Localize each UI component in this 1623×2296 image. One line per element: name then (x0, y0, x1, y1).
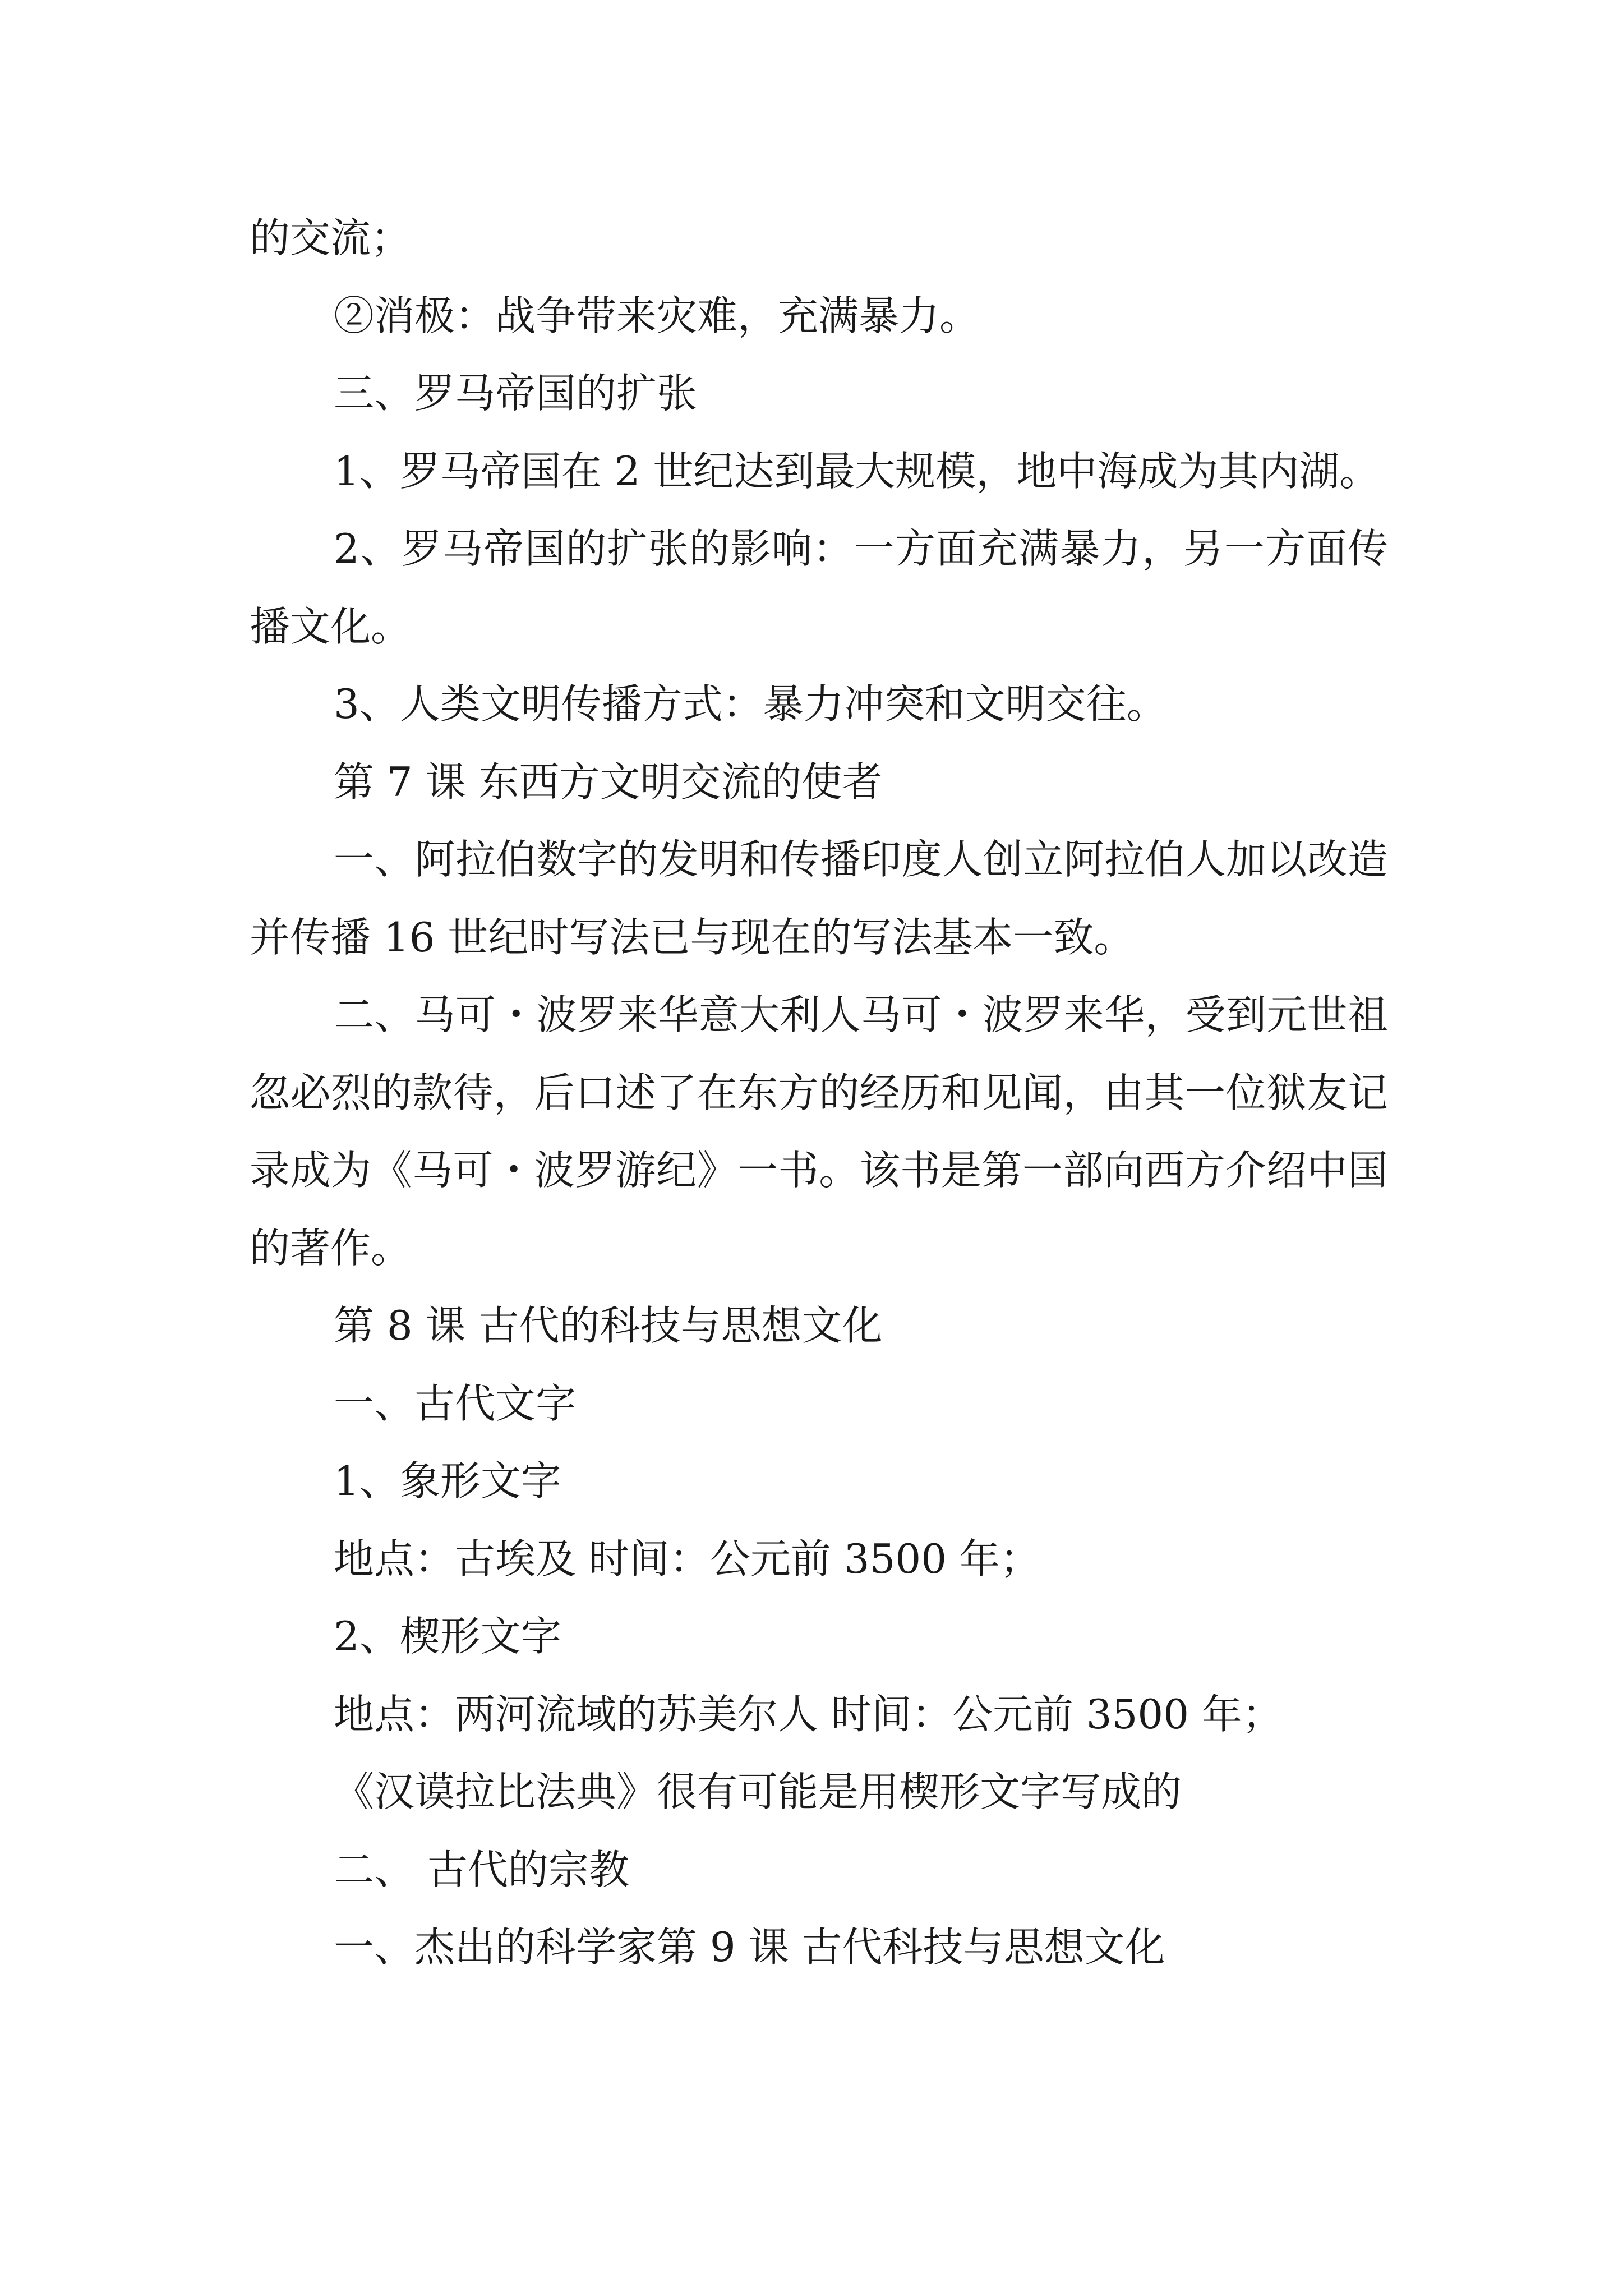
paragraph: 一、阿拉伯数字的发明和传播印度人创立阿拉伯人加以改造并传播 16 世纪时写法已与现在的写法基本一致。 (250, 836, 1388, 961)
subsection-heading: 1、象形文字 (334, 1457, 561, 1504)
section-heading: 二、 古代的宗教 (334, 1846, 629, 1893)
paragraph: 的交流； (250, 214, 412, 261)
paragraph: 《汉谟拉比法典》很有可能是用楔形文字写成的 (334, 1768, 1182, 1815)
lesson-heading: 第 7 课 东西方文明交流的使者 (334, 758, 883, 806)
paragraph: 二、马可・波罗来华意大利人马可・波罗来华，受到元世祖忽必烈的款待，后口述了在东方的经历和见闻，由其一位狱友记录成为《马可・波罗游纪》一书。该书是第一部向西方介绍中国的著作。 (250, 991, 1388, 1272)
document-body (250, 199, 1388, 1986)
lesson-heading: 第 8 课 古代的科技与思想文化 (334, 1302, 883, 1349)
paragraph: 地点：古埃及 时间：公元前 3500 年； (334, 1535, 1040, 1582)
subsection-heading: 2、楔形文字 (334, 1613, 561, 1660)
paragraph: 一、杰出的科学家第 9 课 古代科技与思想文化 (334, 1924, 1165, 1971)
paragraph: 3、人类文明传播方式：暴力冲突和文明交往。 (334, 680, 1167, 728)
section-heading: 三、罗马帝国的扩张 (334, 370, 698, 417)
paragraph: 2、罗马帝国的扩张的影响：一方面充满暴力，另一方面传播文化。 (250, 525, 1388, 650)
paragraph: ②消极：战争带来灾难，充满暴力。 (334, 292, 980, 339)
section-heading: 一、古代文字 (334, 1379, 577, 1427)
paragraph: 1、罗马帝国在 2 世纪达到最大规模，地中海成为其内湖。 (334, 447, 1380, 495)
paragraph: 地点：两河流域的苏美尔人 时间：公元前 3500 年； (334, 1690, 1283, 1738)
